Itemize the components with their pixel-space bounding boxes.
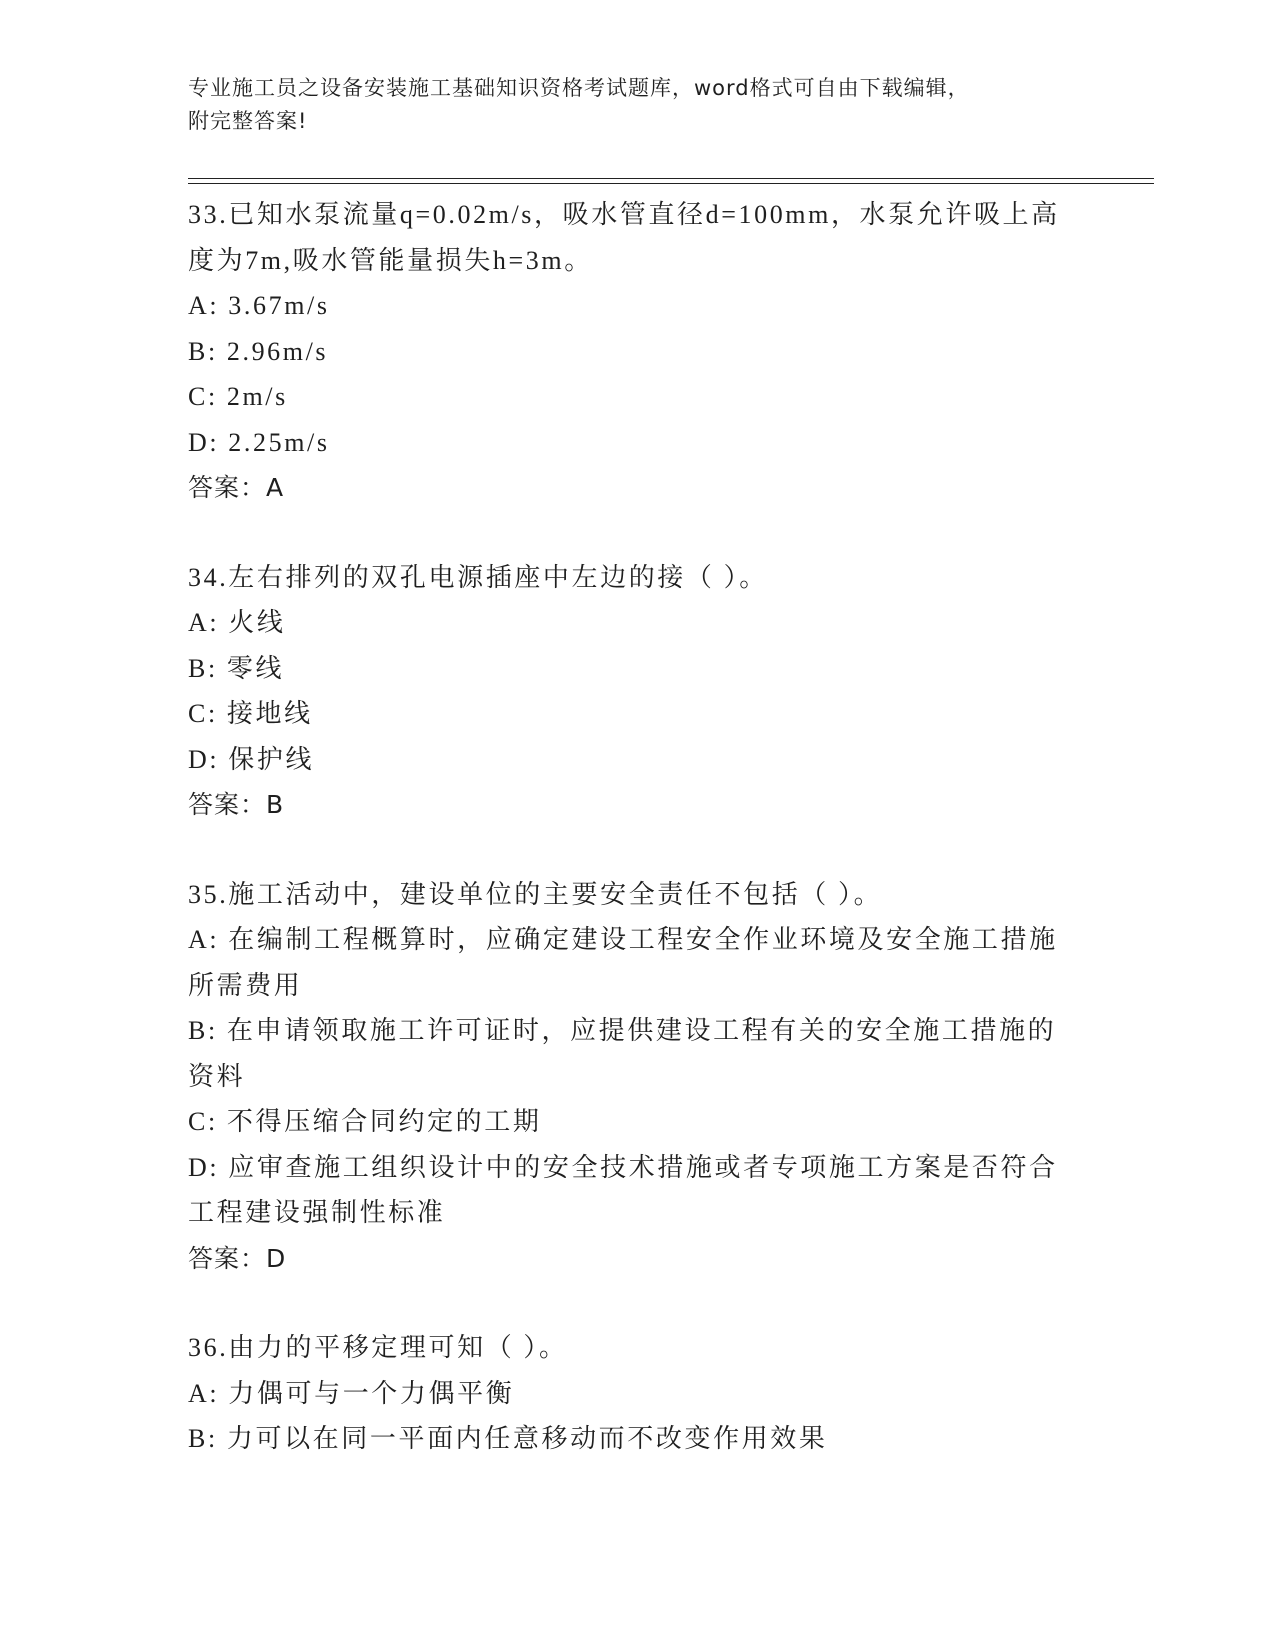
answer-option-line: D: 2.25m/s [188, 427, 330, 457]
header-divider-bottom [188, 183, 1154, 184]
answer-key: 答案：B [188, 790, 285, 819]
question-stem-line: 33.已知水泵流量q=0.02m/s，吸水管直径d=100mm，水泵允许吸上高 [188, 200, 1060, 229]
question-stem-line: 度为7m,吸水管能量损失h=3m。 [188, 245, 593, 275]
answer-option-line: D: 应审查施工组织设计中的安全技术措施或者专项施工方案是否符合 [188, 1152, 1058, 1182]
answer-option-line: C: 不得压缩合同约定的工期 [188, 1107, 542, 1136]
answer-key: 答案：A [188, 473, 285, 502]
question-stem-line: 35.施工活动中，建设单位的主要安全责任不包括（ ）。 [188, 879, 883, 909]
answer-option-line: B: 在申请领取施工许可证时，应提供建设工程有关的安全施工措施的 [188, 1016, 1057, 1045]
header-divider-top [188, 178, 1154, 179]
question-block [188, 872, 1088, 1282]
answer-option-line: A: 在编制工程概算时，应确定建设工程安全作业环境及安全施工措施 [188, 925, 1058, 954]
question-block [188, 1325, 1088, 1462]
question-list [188, 192, 1088, 1506]
answer-option-line: A: 3.67m/s [188, 291, 330, 320]
question-block [188, 555, 1088, 828]
answer-option-line: 所需费用 [188, 970, 303, 1000]
answer-option-line: D: 保护线 [188, 744, 315, 774]
header-line-1: 专业施工员之设备安装施工基础知识资格考试题库，word格式可自由下载编辑， [188, 76, 970, 100]
answer-option-line: B: 零线 [188, 653, 285, 683]
answer-option-line: A: 火线 [188, 608, 286, 637]
answer-option-line: A: 力偶可与一个力偶平衡 [188, 1378, 515, 1408]
question-stem-line: 34.左右排列的双孔电源插座中左边的接（ ）。 [188, 562, 768, 592]
question-stem-line: 36.由力的平移定理可知（ ）。 [188, 1333, 568, 1362]
answer-option-line: B: 力可以在同一平面内任意移动而不改变作用效果 [188, 1424, 828, 1453]
question-block [188, 192, 1088, 511]
header-line-2: 附完整答案! [188, 109, 308, 133]
document-header [188, 72, 1088, 138]
answer-option-line: 资料 [188, 1061, 246, 1091]
answer-option-line: C: 接地线 [188, 699, 313, 728]
answer-option-line: C: 2m/s [188, 382, 288, 411]
answer-option-line: 工程建设强制性标准 [188, 1198, 446, 1227]
answer-option-line: B: 2.96m/s [188, 336, 329, 366]
answer-key: 答案：D [188, 1243, 287, 1273]
